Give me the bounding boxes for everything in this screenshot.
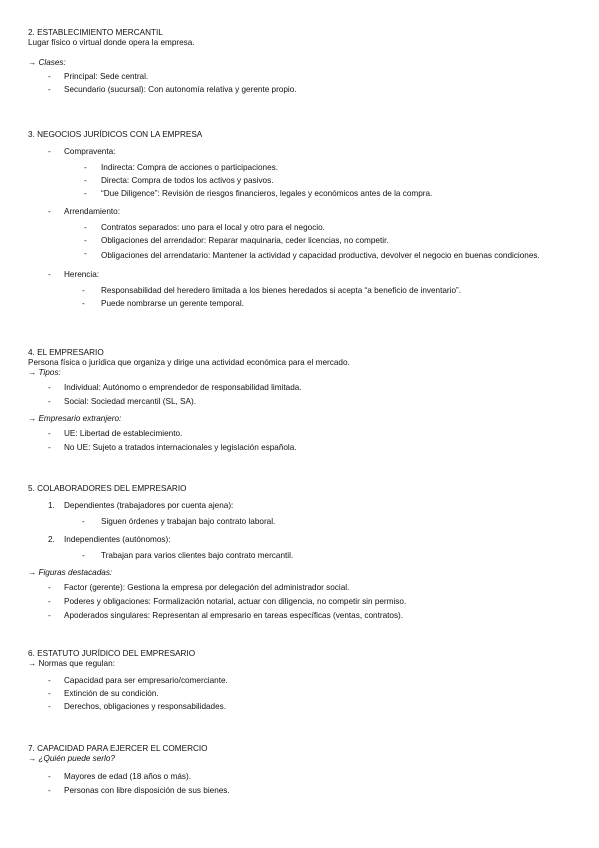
section-2-clases-label: → Clases:: [28, 58, 66, 67]
bullet-dash: -: [48, 689, 51, 698]
bullet-dash: -: [48, 429, 51, 438]
list-item: [28, 772, 573, 782]
bullet-dash: -: [84, 236, 87, 245]
list-item-text: No UE: Sujeto a tratados internacionales y legislación española.: [64, 443, 297, 452]
section-4-extranjero-label: → Empresario extranjero:: [28, 414, 122, 423]
numbered-item: [28, 535, 573, 545]
numbered-item: [28, 501, 573, 511]
list-item: [28, 176, 573, 186]
list-item-text: Compraventa:: [64, 147, 116, 156]
section-2-desc: Lugar físico o virtual donde opera la empresa.: [28, 38, 195, 47]
section-7-title: 7. CAPACIDAD PARA EJERCER EL COMERCIO: [28, 744, 208, 753]
item-number: 1.: [48, 501, 55, 510]
list-item-text: Capacidad para ser empresario/comerciante.: [64, 676, 228, 685]
list-item-text: Mayores de edad (18 años o más).: [64, 772, 191, 781]
bullet-dash: -: [48, 147, 51, 156]
section-3-title: 3. NEGOCIOS JURÍDICOS CON LA EMPRESA: [28, 130, 203, 139]
bullet-dash: -: [48, 611, 51, 620]
list-item-text: Arrendamiento:: [64, 207, 120, 216]
bullet-dash: -: [48, 676, 51, 685]
list-item-text: Factor (gerente): Gestiona la empresa por delegación del administrador social.: [64, 583, 350, 592]
list-item: [28, 270, 573, 280]
list-item-text: Personas con libre disposición de sus bienes.: [64, 786, 230, 795]
list-item-text: Poderes y obligaciones: Formalización notarial, actuar con diligencia, no competir sin permiso.: [64, 597, 407, 606]
bullet-dash: -: [48, 583, 51, 592]
section-7-quien-label: → ¿Quién puede serlo?: [28, 754, 115, 763]
list-item: [28, 163, 573, 173]
list-item: [28, 72, 573, 82]
section-2-title: 2. ESTABLECIMIENTO MERCANTIL: [28, 28, 163, 37]
bullet-dash: -: [48, 597, 51, 606]
list-item: [28, 583, 573, 593]
list-item-text: Dependientes (trabajadores por cuenta ajena):: [64, 501, 234, 510]
list-item: [28, 299, 573, 309]
section-4-tipos-label: → Tipos:: [28, 368, 61, 377]
list-item: [28, 551, 573, 561]
list-item: [28, 676, 573, 686]
list-item-text: Derechos, obligaciones y responsabilidades.: [64, 702, 227, 711]
list-item: [28, 249, 573, 262]
list-item-text: Secundario (sucursal): Con autonomía relativa y gerente propio.: [64, 85, 297, 94]
bullet-dash: -: [82, 286, 85, 295]
section-6-title: 6. ESTATUTO JURÍDICO DEL EMPRESARIO: [28, 649, 196, 658]
bullet-dash: -: [48, 383, 51, 392]
bullet-dash: -: [82, 517, 85, 526]
list-item: [28, 597, 573, 607]
bullet-dash: -: [84, 189, 87, 198]
list-item-text: Herencia:: [64, 270, 100, 279]
list-item: [28, 85, 573, 95]
list-item-text: Principal: Sede central.: [64, 72, 149, 81]
list-item-text: Directa: Compra de todos los activos y pasivos.: [101, 176, 274, 185]
list-item: [28, 689, 573, 699]
bullet-dash: -: [84, 176, 87, 185]
bullet-dash: -: [48, 270, 51, 279]
bullet-dash: -: [82, 551, 85, 560]
bullet-dash: -: [84, 223, 87, 232]
list-item: [28, 517, 573, 527]
section-3: [28, 130, 573, 309]
list-item: [28, 443, 573, 453]
list-item: [28, 189, 573, 199]
bullet-dash: -: [48, 207, 51, 216]
list-item-text: Indirecta: Compra de acciones o participaciones.: [101, 163, 279, 172]
section-5-figuras-label: → Figuras destacadas:: [28, 568, 113, 577]
bullet-dash: -: [48, 772, 51, 781]
section-4-desc: Persona física o jurídica que organiza y dirige una actividad económica para el mercado.: [28, 358, 350, 367]
section-4-title: 4. EL EMPRESARIO: [28, 348, 104, 357]
section-2: [28, 28, 573, 95]
list-item: [28, 383, 573, 393]
list-item-text: Contratos separados: uno para el local y otro para el negocio.: [101, 223, 325, 232]
section-5-title: 5. COLABORADORES DEL EMPRESARIO: [28, 484, 187, 493]
bullet-dash: -: [84, 249, 87, 258]
list-item: [28, 786, 573, 796]
bullet-dash: -: [84, 163, 87, 172]
list-item-text: Trabajan para varios clientes bajo contrato mercantil.: [101, 551, 294, 560]
list-item: [28, 397, 573, 407]
list-item-text: Obligaciones del arrendador: Reparar maquinaria, ceder licencias, no competir.: [101, 236, 389, 245]
list-item: [28, 429, 573, 439]
bullet-dash: -: [82, 299, 85, 308]
list-item-text: Obligaciones del arrendatario: Mantener la actividad y capacidad productiva, devolver el negocio en buenas condiciones.: [101, 251, 540, 260]
list-item: [28, 611, 573, 621]
list-item-text: Individual: Autónomo o emprendedor de responsabilidad limitada.: [64, 383, 302, 392]
list-item: [28, 236, 573, 246]
item-number: 2.: [48, 535, 55, 544]
list-item: [28, 207, 573, 217]
list-item-text: Social: Sociedad mercantil (SL, SA).: [64, 397, 196, 406]
list-item-text: Extinción de su condición.: [64, 689, 159, 698]
bullet-dash: -: [48, 72, 51, 81]
list-item-text: Responsabilidad del heredero limitada a los bienes heredados si acepta “a beneficio de inventario”.: [101, 286, 462, 295]
list-item-text: Puede nombrarse un gerente temporal.: [101, 299, 244, 308]
list-item: [28, 286, 573, 296]
bullet-dash: -: [48, 786, 51, 795]
section-4: [28, 348, 573, 453]
list-item: [28, 147, 573, 157]
bullet-dash: -: [48, 85, 51, 94]
section-7: [28, 744, 573, 796]
list-item-text: “Due Diligence”: Revisión de riesgos financieros, legales y económicos antes de la compra.: [101, 189, 433, 198]
section-6-normas-label: → Normas que regulan:: [28, 659, 115, 668]
list-item: [28, 702, 573, 712]
bullet-dash: -: [48, 443, 51, 452]
list-item-text: Apoderados singulares: Representan al empresario en tareas específicas (ventas, contratos).: [64, 611, 404, 620]
section-5: [28, 484, 573, 621]
section-6: [28, 649, 573, 712]
list-item-text: UE: Libertad de establecimiento.: [64, 429, 183, 438]
bullet-dash: -: [48, 397, 51, 406]
list-item-text: Independientes (autónomos):: [64, 535, 171, 544]
list-item-text: Siguen órdenes y trabajan bajo contrato laboral.: [101, 517, 276, 526]
list-item: [28, 223, 573, 233]
bullet-dash: -: [48, 702, 51, 711]
